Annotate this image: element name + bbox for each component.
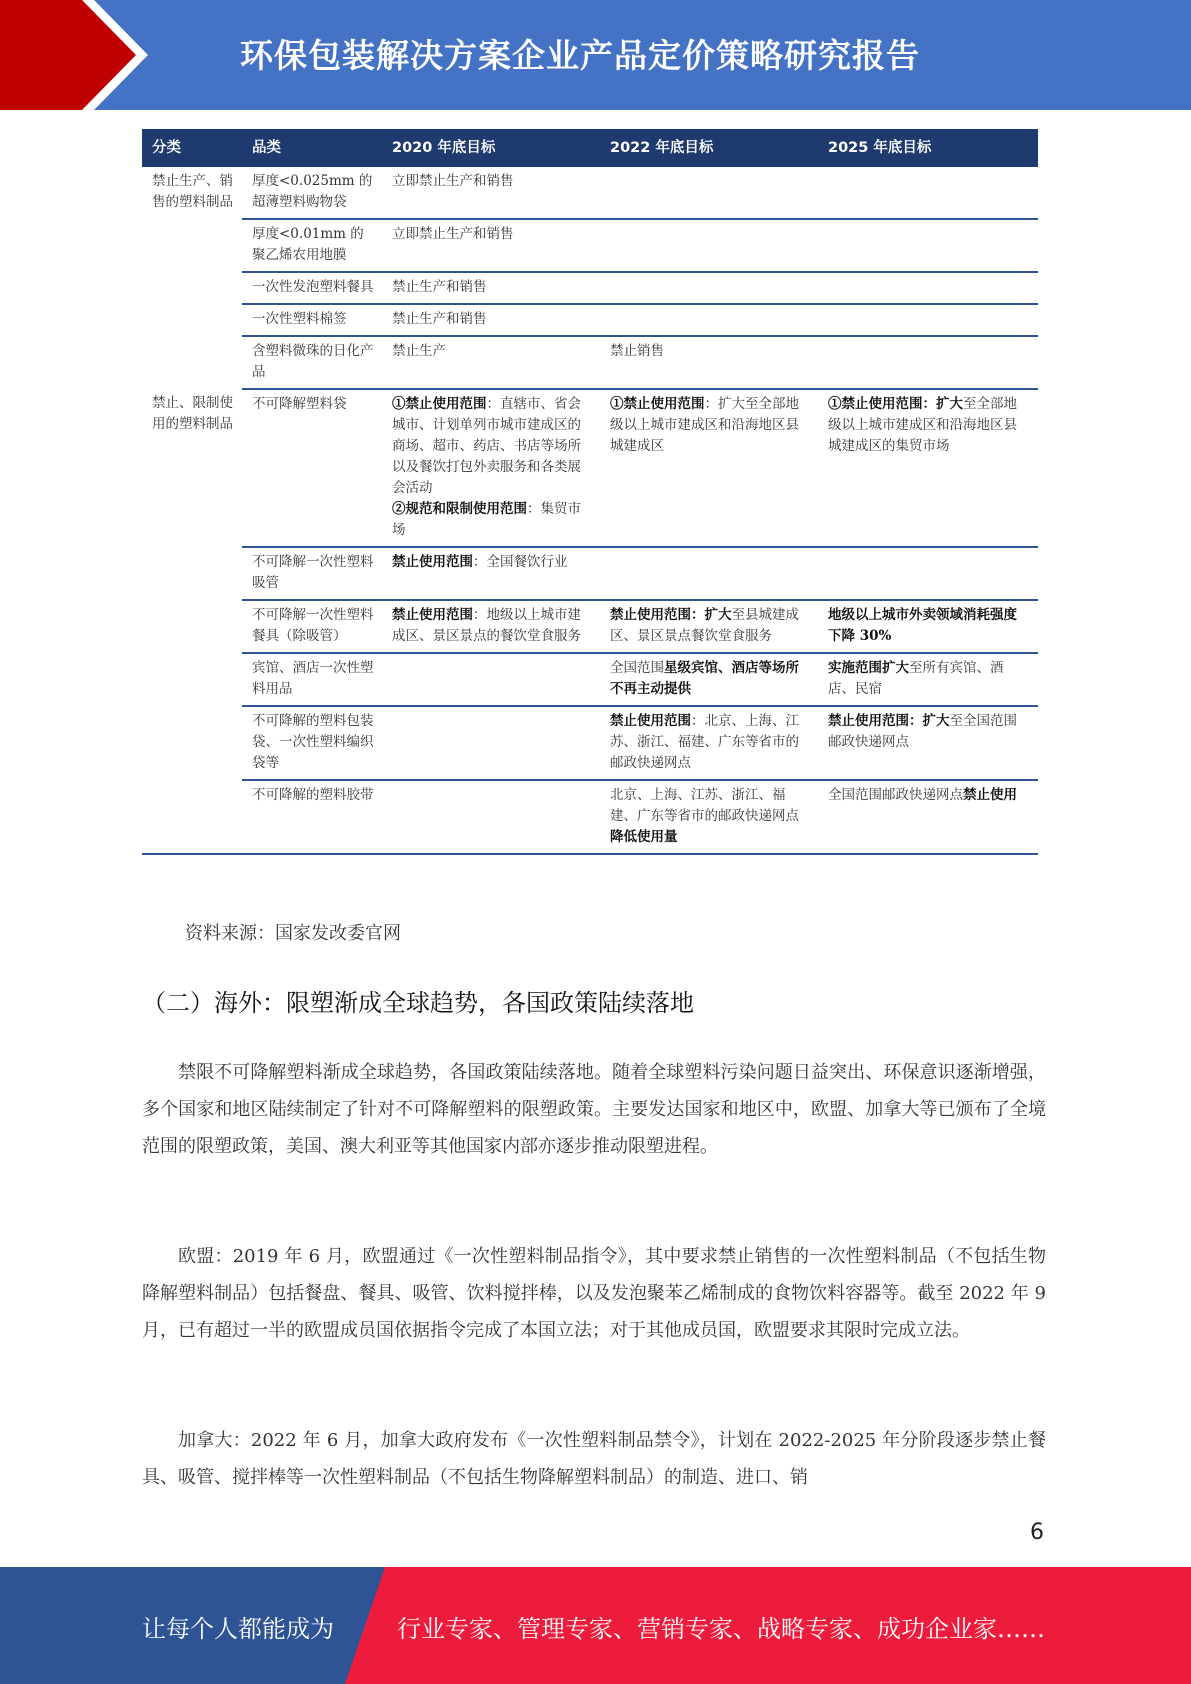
text: 至所有宾馆、酒店、民宿	[828, 660, 1004, 697]
column-header: 2020 年底目标	[382, 129, 600, 167]
header-arrow-decoration	[0, 0, 150, 110]
target-2022-cell	[600, 272, 818, 304]
table-row	[142, 272, 1038, 304]
item-cell: 宾馆、酒店一次性塑料用品	[242, 653, 382, 706]
body-paragraph: 加拿大：2022 年 6 月，加拿大政府发布《一次性塑料制品禁令》，计划在 2022-2025 年分阶段逐步禁止餐具、吸管、搅拌棒等一次性塑料制品（不包括生物降解塑料制品）的制造、进口、销	[142, 1430, 1046, 1488]
item-cell: 不可降解的塑料包装袋、一次性塑料编织袋等	[242, 706, 382, 780]
text: 至全国范围邮政快递网点	[828, 713, 1017, 750]
target-2022-cell	[600, 653, 818, 706]
target-2022-cell: 禁止销售	[600, 336, 818, 389]
bold-text: 禁止使用	[963, 787, 1017, 803]
table-row	[142, 167, 1038, 219]
bold-text: 地级以上城市外卖领域消耗强度下降 30%	[828, 607, 1017, 644]
item-cell: 不可降解一次性塑料吸管	[242, 547, 382, 600]
column-header: 2025 年底目标	[818, 129, 1038, 167]
bold-text: 禁止使用范围	[392, 554, 473, 570]
page-number: 6	[1030, 1520, 1044, 1545]
target-2020-cell	[382, 653, 600, 706]
column-header: 品类	[242, 129, 382, 167]
target-2025-cell	[818, 304, 1038, 336]
text: ：北京、上海、江苏、浙江、福建、广东等省市的邮政快递网点	[610, 713, 799, 771]
table-row	[142, 706, 1038, 780]
text: ：全国餐饮行业	[473, 554, 568, 570]
target-2022-cell	[600, 780, 818, 854]
text: 全国范围邮政快递网点	[828, 787, 963, 803]
target-2025-cell	[818, 167, 1038, 219]
table-header-row	[142, 129, 1038, 167]
table-source-note: 资料来源：国家发改委官网	[185, 923, 401, 944]
table-row	[142, 219, 1038, 272]
target-2022-cell	[600, 167, 818, 219]
bold-text: 禁止使用范围：扩大	[828, 713, 950, 729]
target-2020-cell: 立即禁止生产和销售	[382, 167, 600, 219]
item-cell: 厚度<0.025mm 的超薄塑料购物袋	[242, 167, 382, 219]
category-cell: 禁止、限制使用的塑料制品	[142, 389, 242, 854]
target-2025-cell	[818, 336, 1038, 389]
target-2022-cell	[600, 706, 818, 780]
target-2022-cell	[600, 547, 818, 600]
text: ：直辖市、省会城市、计划单列市城市建成区的商场、超市、药店、书店等场所以及餐饮打包外卖服务和各类展会活动	[392, 396, 581, 496]
report-title: 环保包装解决方案企业产品定价策略研究报告	[240, 36, 920, 75]
bold-text: 禁止使用范围：扩大	[610, 607, 732, 623]
text: ：扩大至全部地级以上城市建成区和沿海地区县城建成区	[610, 396, 799, 454]
target-2020-cell	[382, 600, 600, 653]
table-row	[142, 389, 1038, 547]
table-row	[142, 600, 1038, 653]
item-cell: 厚度<0.01mm 的聚乙烯农用地膜	[242, 219, 382, 272]
text: 北京、上海、江苏、浙江、福建、广东等省市的邮政快递网点	[610, 787, 799, 824]
column-header: 2022 年底目标	[600, 129, 818, 167]
table-row	[142, 336, 1038, 389]
page-header	[0, 0, 1191, 110]
target-2022-cell	[600, 389, 818, 547]
item-cell: 不可降解的塑料胶带	[242, 780, 382, 854]
bold-text: 禁止使用范围	[392, 607, 473, 623]
bold-text: 星级宾馆、酒店等场所不再主动提供	[610, 660, 799, 697]
bold-text: 降低使用量	[610, 829, 678, 845]
text: 至县城建成区、景区景点餐饮堂食服务	[610, 607, 799, 644]
bold-text: 禁止使用范围	[610, 713, 691, 729]
table-row	[142, 547, 1038, 600]
bold-text: 实施范围扩大	[828, 660, 909, 676]
page-footer	[0, 1567, 1191, 1684]
target-2025-cell	[818, 706, 1038, 780]
target-2025-cell	[818, 547, 1038, 600]
target-2025-cell	[818, 600, 1038, 653]
bold-text: ①禁止使用范围	[392, 396, 487, 412]
target-2020-cell: 禁止生产和销售	[382, 304, 600, 336]
target-2020-cell	[382, 706, 600, 780]
bold-text: ②规范和限制使用范围	[392, 501, 527, 517]
item-cell: 一次性发泡塑料餐具	[242, 272, 382, 304]
item-cell: 含塑料微珠的日化产品	[242, 336, 382, 389]
target-2020-cell	[382, 389, 600, 547]
footer-slogan-right: 行业专家、管理专家、营销专家、战略专家、成功企业家……	[397, 1615, 1045, 1643]
target-2022-cell	[600, 219, 818, 272]
target-2020-cell: 禁止生产	[382, 336, 600, 389]
target-2020-cell: 禁止生产和销售	[382, 272, 600, 304]
footer-slogan-left: 让每个人都能成为	[142, 1615, 334, 1643]
target-2020-cell	[382, 547, 600, 600]
section-heading: （二）海外：限塑渐成全球趋势，各国政策陆续落地	[142, 989, 694, 1017]
target-2022-cell	[600, 304, 818, 336]
item-cell: 不可降解一次性塑料餐具（除吸管）	[242, 600, 382, 653]
target-2020-cell	[382, 780, 600, 854]
table-row	[142, 304, 1038, 336]
category-cell: 禁止生产、销售的塑料制品	[152, 173, 233, 210]
table-row	[142, 780, 1038, 854]
item-cell: 不可降解塑料袋	[242, 389, 382, 547]
body-paragraph: 欧盟：2019 年 6 月，欧盟通过《一次性塑料制品指令》，其中要求禁止销售的一次性塑料制品（不包括生物降解塑料制品）包括餐盘、餐具、吸管、饮料搅拌棒，以及发泡聚苯乙烯制成的食物饮料容器等。截至 2022 年 9 月，已有超过一半的欧盟成员国依据指令完成了本国立法；对于其他成员国，欧盟要求其限时完成立法。	[142, 1246, 1046, 1341]
target-2025-cell	[818, 780, 1038, 854]
text: 至全部地级以上城市建成区和沿海地区县城建成区的集贸市场	[828, 396, 1017, 454]
bold-text: ①禁止使用范围：扩大	[828, 396, 963, 412]
target-2020-cell: 立即禁止生产和销售	[382, 219, 600, 272]
bold-text: ①禁止使用范围	[610, 396, 705, 412]
target-2025-cell	[818, 389, 1038, 547]
text: ：集贸市场	[392, 501, 581, 538]
target-2025-cell	[818, 219, 1038, 272]
text: ：地级以上城市建成区、景区景点的餐饮堂食服务	[392, 607, 581, 644]
table-row	[142, 653, 1038, 706]
body-paragraph: 禁限不可降解塑料渐成全球趋势，各国政策陆续落地。随着全球塑料污染问题日益突出、环保意识逐渐增强，多个国家和地区陆续制定了针对不可降解塑料的限塑政策。主要发达国家和地区中，欧盟、加拿大等已颁布了全境范围的限塑政策，美国、澳大利亚等其他国家内部亦逐步推动限塑进程。	[142, 1062, 1046, 1157]
target-2025-cell	[818, 272, 1038, 304]
target-2025-cell	[818, 653, 1038, 706]
item-cell: 一次性塑料棉签	[242, 304, 382, 336]
text: 全国范围	[610, 660, 664, 676]
plastic-policy-table	[142, 129, 1038, 855]
column-header: 分类	[142, 129, 242, 167]
target-2022-cell	[600, 600, 818, 653]
